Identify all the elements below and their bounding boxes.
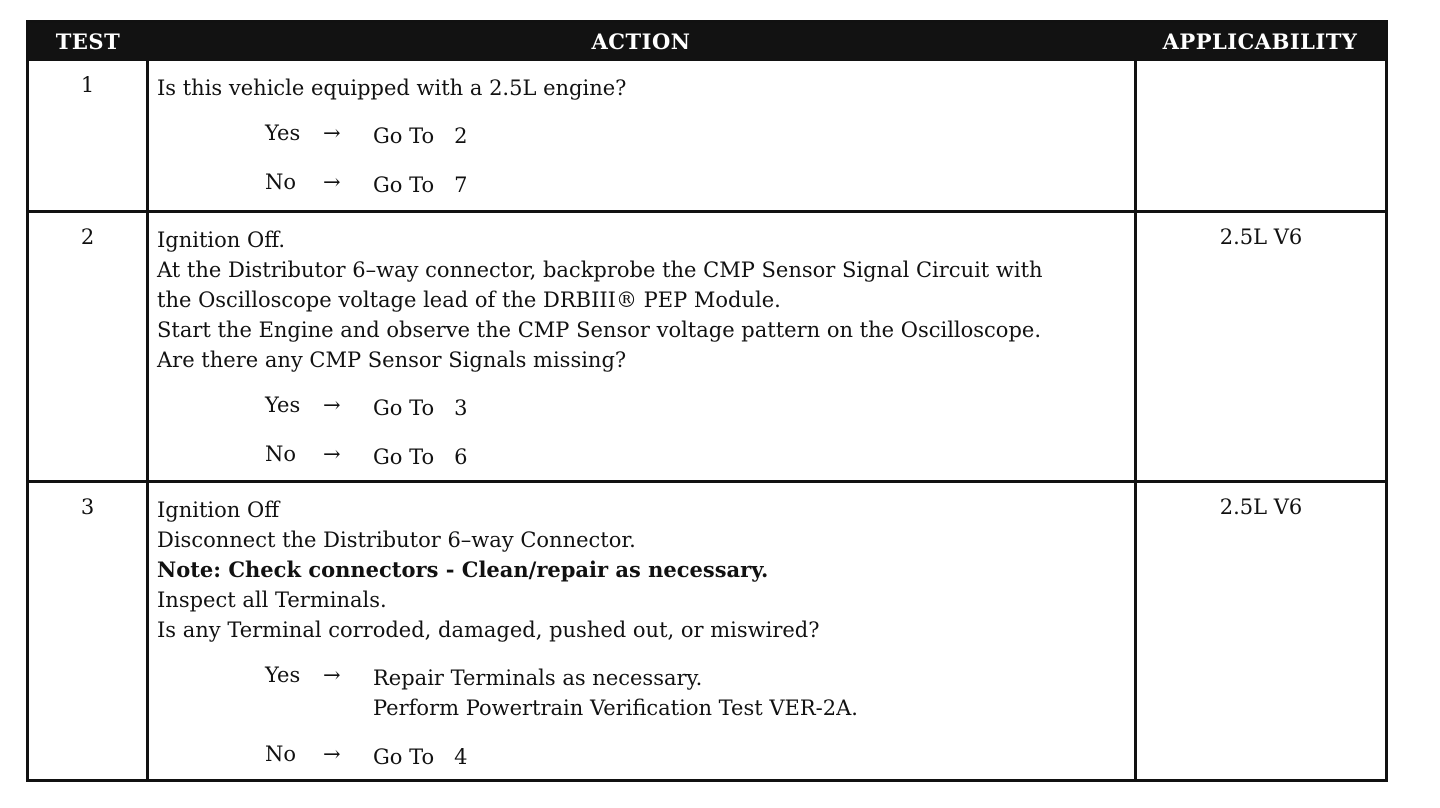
arrow-icon: → xyxy=(323,742,341,766)
action-line: Inspect all Terminals. xyxy=(157,588,387,612)
no-result: Go To 6 xyxy=(373,445,468,469)
table-header xyxy=(29,23,1385,61)
action-line: Are there any CMP Sensor Signals missing? xyxy=(157,348,627,372)
arrow-icon: → xyxy=(323,393,341,417)
arrow-icon: → xyxy=(323,663,341,687)
applicability-value: 2.5L V6 xyxy=(1219,225,1303,249)
action-text xyxy=(157,225,1132,375)
yes-result-line: Repair Terminals as necessary. xyxy=(373,666,703,690)
table-row xyxy=(29,483,1385,779)
action-line: Is any Terminal corroded, damaged, pushed out, or miswired? xyxy=(157,618,820,642)
diagnostic-table xyxy=(26,20,1388,782)
action-line: Disconnect the Distributor 6–way Connector. xyxy=(157,528,636,552)
arrow-icon: → xyxy=(323,442,341,466)
no-option xyxy=(265,742,468,772)
applicability-value: 2.5L V6 xyxy=(1219,495,1303,519)
yes-result: Go To 3 xyxy=(373,396,468,420)
no-result: Go To 7 xyxy=(373,173,468,197)
table-row xyxy=(29,213,1385,480)
yes-result-line: Perform Powertrain Verification Test VER-2A. xyxy=(373,696,858,720)
action-line: Start the Engine and observe the CMP Sensor voltage pattern on the Oscilloscope. xyxy=(157,318,1041,342)
yes-option xyxy=(265,393,468,423)
test-number: 2 xyxy=(80,225,95,249)
header-applicability: APPLICABILITY xyxy=(1162,29,1358,54)
arrow-icon: → xyxy=(323,170,341,194)
action-line: the Oscilloscope voltage lead of the DRBIII® PEP Module. xyxy=(157,288,781,312)
test-number: 1 xyxy=(80,73,95,97)
action-line: Ignition Off. xyxy=(157,228,286,252)
action-line: At the Distributor 6–way connector, backprobe the CMP Sensor Signal Circuit with xyxy=(157,258,1043,282)
test-number: 3 xyxy=(80,495,95,519)
yes-option xyxy=(265,121,468,151)
no-option xyxy=(265,442,468,472)
table-row xyxy=(29,61,1385,210)
yes-option xyxy=(265,663,858,723)
header-action: ACTION xyxy=(591,29,691,54)
no-label: No xyxy=(265,442,297,466)
no-label: No xyxy=(265,742,297,766)
no-result: Go To 4 xyxy=(373,745,468,769)
yes-result: Go To 2 xyxy=(373,124,468,148)
header-test: TEST xyxy=(55,29,121,54)
no-label: No xyxy=(265,170,297,194)
yes-label: Yes xyxy=(265,393,301,417)
action-line: Ignition Off xyxy=(157,498,280,522)
yes-result xyxy=(373,663,858,723)
action-text xyxy=(157,495,1132,645)
yes-label: Yes xyxy=(265,663,301,687)
yes-label: Yes xyxy=(265,121,301,145)
note-line: Note: Check connectors - Clean/repair as necessary. xyxy=(157,557,769,582)
arrow-icon: → xyxy=(323,121,341,145)
action-line: Is this vehicle equipped with a 2.5L engine? xyxy=(157,76,627,100)
action-text xyxy=(157,73,1132,103)
no-option xyxy=(265,170,468,200)
